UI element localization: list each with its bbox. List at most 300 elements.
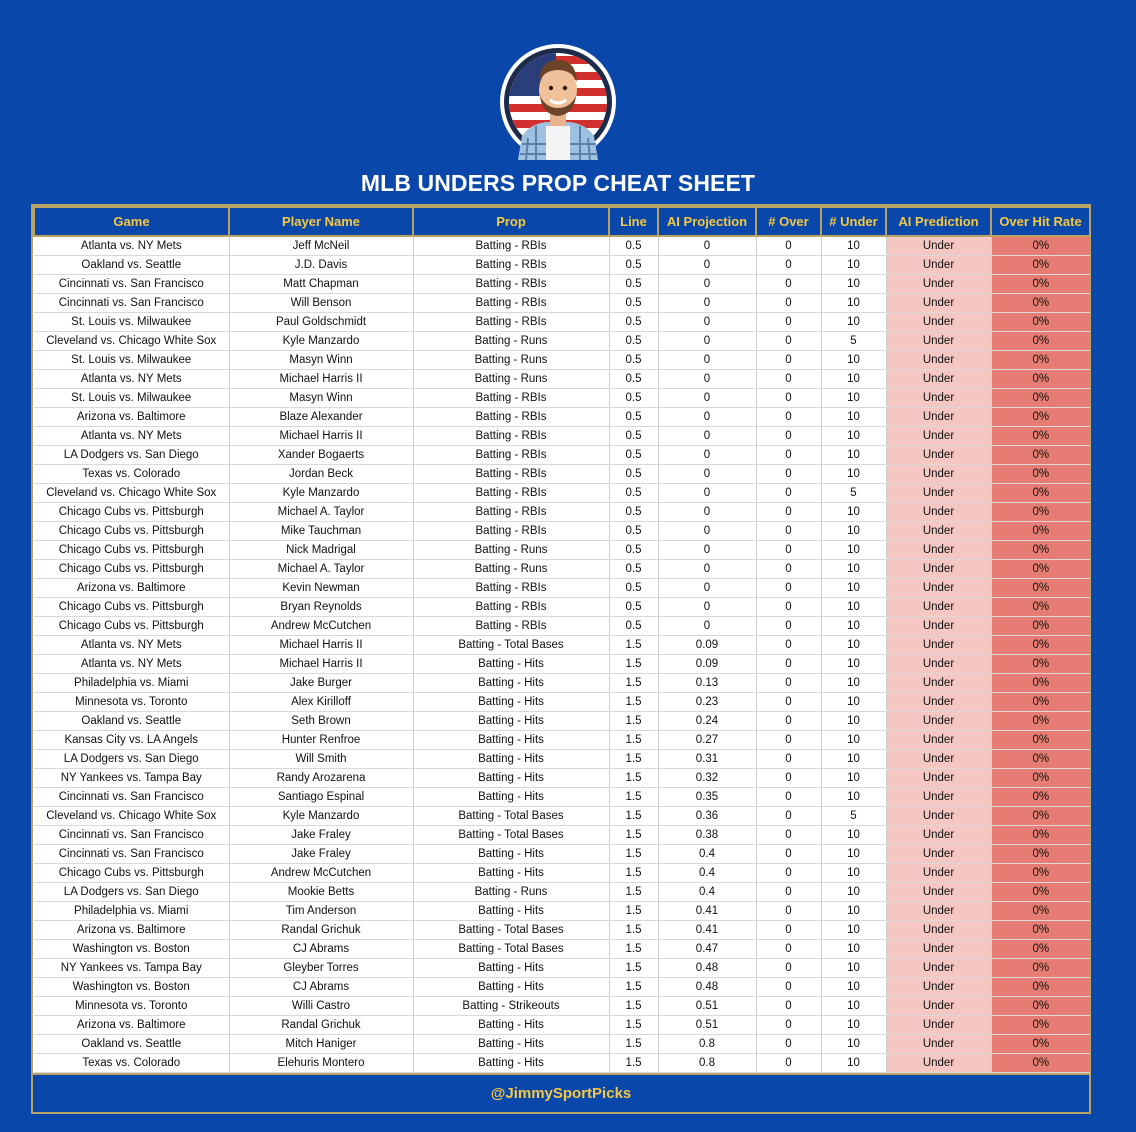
line-cell: 0.5 xyxy=(609,522,658,541)
table-row xyxy=(34,921,1090,940)
under-count-cell: 10 xyxy=(821,370,886,389)
cheat-sheet-table-container xyxy=(31,204,1091,1114)
under-count-cell: 10 xyxy=(821,864,886,883)
column-header-under-count: # Under xyxy=(821,207,886,236)
prop-cell: Batting - Hits xyxy=(413,712,609,731)
prop-cell: Batting - RBIs xyxy=(413,236,609,256)
ai-projection-cell: 0.4 xyxy=(658,883,756,902)
line-cell: 1.5 xyxy=(609,883,658,902)
player-name-cell: Willi Castro xyxy=(229,997,413,1016)
over-hit-rate-cell: 0% xyxy=(991,1054,1090,1073)
line-cell: 0.5 xyxy=(609,275,658,294)
line-cell: 1.5 xyxy=(609,693,658,712)
game-cell: St. Louis vs. Milwaukee xyxy=(34,313,229,332)
table-row xyxy=(34,940,1090,959)
table-row xyxy=(34,332,1090,351)
column-header-over-hit-rate: Over Hit Rate xyxy=(991,207,1090,236)
over-count-cell: 0 xyxy=(756,1016,821,1035)
over-count-cell: 0 xyxy=(756,636,821,655)
over-count-cell: 0 xyxy=(756,978,821,997)
player-name-cell: Kyle Manzardo xyxy=(229,807,413,826)
table-row xyxy=(34,1054,1090,1073)
table-row xyxy=(34,864,1090,883)
over-count-cell: 0 xyxy=(756,427,821,446)
table-row xyxy=(34,351,1090,370)
table-row xyxy=(34,617,1090,636)
game-cell: Atlanta vs. NY Mets xyxy=(34,655,229,674)
over-hit-rate-cell: 0% xyxy=(991,313,1090,332)
prop-cell: Batting - Hits xyxy=(413,959,609,978)
ai-prediction-cell: Under xyxy=(886,541,991,560)
over-hit-rate-cell: 0% xyxy=(991,389,1090,408)
page-title: MLB UNDERS PROP CHEAT SHEET xyxy=(360,170,756,196)
line-cell: 0.5 xyxy=(609,427,658,446)
over-hit-rate-cell: 0% xyxy=(991,598,1090,617)
player-name-cell: Jake Burger xyxy=(229,674,413,693)
under-count-cell: 10 xyxy=(821,541,886,560)
over-count-cell: 0 xyxy=(756,256,821,275)
prop-cell: Batting - Runs xyxy=(413,351,609,370)
line-cell: 1.5 xyxy=(609,807,658,826)
under-count-cell: 10 xyxy=(821,389,886,408)
prop-cell: Batting - Hits xyxy=(413,788,609,807)
ai-projection-cell: 0.47 xyxy=(658,940,756,959)
line-cell: 0.5 xyxy=(609,579,658,598)
game-cell: Arizona vs. Baltimore xyxy=(34,921,229,940)
table-row xyxy=(34,408,1090,427)
prop-cell: Batting - RBIs xyxy=(413,294,609,313)
player-name-cell: Tim Anderson xyxy=(229,902,413,921)
over-hit-rate-cell: 0% xyxy=(991,503,1090,522)
prop-cell: Batting - Runs xyxy=(413,560,609,579)
over-count-cell: 0 xyxy=(756,731,821,750)
over-hit-rate-cell: 0% xyxy=(991,427,1090,446)
game-cell: Arizona vs. Baltimore xyxy=(34,408,229,427)
over-hit-rate-cell: 0% xyxy=(991,864,1090,883)
game-cell: Cincinnati vs. San Francisco xyxy=(34,788,229,807)
prop-cell: Batting - Runs xyxy=(413,332,609,351)
ai-projection-cell: 0.31 xyxy=(658,750,756,769)
under-count-cell: 10 xyxy=(821,522,886,541)
ai-projection-cell: 0 xyxy=(658,370,756,389)
line-cell: 0.5 xyxy=(609,541,658,560)
over-count-cell: 0 xyxy=(756,389,821,408)
ai-prediction-cell: Under xyxy=(886,845,991,864)
ai-prediction-cell: Under xyxy=(886,351,991,370)
under-count-cell: 10 xyxy=(821,446,886,465)
under-count-cell: 10 xyxy=(821,560,886,579)
prop-cell: Batting - RBIs xyxy=(413,484,609,503)
table-row xyxy=(34,389,1090,408)
ai-prediction-cell: Under xyxy=(886,294,991,313)
table-body xyxy=(34,236,1090,1073)
props-table xyxy=(33,206,1091,1073)
player-name-cell: Andrew McCutchen xyxy=(229,864,413,883)
ai-prediction-cell: Under xyxy=(886,750,991,769)
over-hit-rate-cell: 0% xyxy=(991,636,1090,655)
player-name-cell: Paul Goldschmidt xyxy=(229,313,413,332)
game-cell: Oakland vs. Seattle xyxy=(34,712,229,731)
ai-prediction-cell: Under xyxy=(886,465,991,484)
under-count-cell: 10 xyxy=(821,712,886,731)
line-cell: 1.5 xyxy=(609,1054,658,1073)
ai-projection-cell: 0 xyxy=(658,275,756,294)
line-cell: 0.5 xyxy=(609,617,658,636)
ai-projection-cell: 0 xyxy=(658,579,756,598)
cartoon-man-flag-avatar-icon xyxy=(500,44,616,160)
under-count-cell: 10 xyxy=(821,598,886,617)
line-cell: 0.5 xyxy=(609,598,658,617)
player-name-cell: Blaze Alexander xyxy=(229,408,413,427)
over-hit-rate-cell: 0% xyxy=(991,236,1090,256)
under-count-cell: 10 xyxy=(821,1035,886,1054)
ai-projection-cell: 0.8 xyxy=(658,1035,756,1054)
over-count-cell: 0 xyxy=(756,883,821,902)
ai-prediction-cell: Under xyxy=(886,731,991,750)
player-name-cell: Seth Brown xyxy=(229,712,413,731)
over-hit-rate-cell: 0% xyxy=(991,788,1090,807)
ai-prediction-cell: Under xyxy=(886,712,991,731)
player-name-cell: Elehuris Montero xyxy=(229,1054,413,1073)
prop-cell: Batting - Total Bases xyxy=(413,826,609,845)
under-count-cell: 10 xyxy=(821,997,886,1016)
prop-cell: Batting - Runs xyxy=(413,883,609,902)
table-row xyxy=(34,503,1090,522)
under-count-cell: 10 xyxy=(821,826,886,845)
player-name-cell: Nick Madrigal xyxy=(229,541,413,560)
line-cell: 1.5 xyxy=(609,845,658,864)
prop-cell: Batting - Hits xyxy=(413,693,609,712)
under-count-cell: 10 xyxy=(821,788,886,807)
ai-projection-cell: 0 xyxy=(658,465,756,484)
prop-cell: Batting - RBIs xyxy=(413,465,609,484)
over-hit-rate-cell: 0% xyxy=(991,921,1090,940)
ai-prediction-cell: Under xyxy=(886,883,991,902)
table-row xyxy=(34,978,1090,997)
under-count-cell: 10 xyxy=(821,408,886,427)
player-name-cell: Michael Harris II xyxy=(229,636,413,655)
prop-cell: Batting - Hits xyxy=(413,1035,609,1054)
ai-prediction-cell: Under xyxy=(886,693,991,712)
over-hit-rate-cell: 0% xyxy=(991,294,1090,313)
column-header-over-count: # Over xyxy=(756,207,821,236)
ai-prediction-cell: Under xyxy=(886,921,991,940)
ai-prediction-cell: Under xyxy=(886,256,991,275)
under-count-cell: 10 xyxy=(821,959,886,978)
table-row xyxy=(34,655,1090,674)
player-name-cell: Jake Fraley xyxy=(229,845,413,864)
ai-prediction-cell: Under xyxy=(886,236,991,256)
prop-cell: Batting - RBIs xyxy=(413,256,609,275)
over-hit-rate-cell: 0% xyxy=(991,845,1090,864)
table-row xyxy=(34,902,1090,921)
over-hit-rate-cell: 0% xyxy=(991,1016,1090,1035)
line-cell: 0.5 xyxy=(609,465,658,484)
table-row xyxy=(34,370,1090,389)
over-count-cell: 0 xyxy=(756,826,821,845)
game-cell: Philadelphia vs. Miami xyxy=(34,674,229,693)
over-hit-rate-cell: 0% xyxy=(991,275,1090,294)
table-row xyxy=(34,598,1090,617)
over-count-cell: 0 xyxy=(756,408,821,427)
ai-prediction-cell: Under xyxy=(886,522,991,541)
under-count-cell: 10 xyxy=(821,731,886,750)
table-row xyxy=(34,446,1090,465)
line-cell: 1.5 xyxy=(609,959,658,978)
ai-projection-cell: 0 xyxy=(658,560,756,579)
line-cell: 1.5 xyxy=(609,712,658,731)
prop-cell: Batting - Strikeouts xyxy=(413,997,609,1016)
over-hit-rate-cell: 0% xyxy=(991,769,1090,788)
over-hit-rate-cell: 0% xyxy=(991,1035,1090,1054)
game-cell: Washington vs. Boston xyxy=(34,940,229,959)
over-hit-rate-cell: 0% xyxy=(991,807,1090,826)
over-hit-rate-cell: 0% xyxy=(991,750,1090,769)
table-row xyxy=(34,275,1090,294)
over-hit-rate-cell: 0% xyxy=(991,579,1090,598)
prop-cell: Batting - RBIs xyxy=(413,617,609,636)
over-hit-rate-cell: 0% xyxy=(991,370,1090,389)
over-count-cell: 0 xyxy=(756,693,821,712)
ai-prediction-cell: Under xyxy=(886,1016,991,1035)
table-row xyxy=(34,236,1090,256)
game-cell: Washington vs. Boston xyxy=(34,978,229,997)
ai-prediction-cell: Under xyxy=(886,332,991,351)
ai-projection-cell: 0 xyxy=(658,503,756,522)
ai-projection-cell: 0 xyxy=(658,522,756,541)
over-hit-rate-cell: 0% xyxy=(991,560,1090,579)
game-cell: Texas vs. Colorado xyxy=(34,1054,229,1073)
column-header-prop: Prop xyxy=(413,207,609,236)
player-name-cell: J.D. Davis xyxy=(229,256,413,275)
game-cell: Atlanta vs. NY Mets xyxy=(34,427,229,446)
game-cell: Atlanta vs. NY Mets xyxy=(34,236,229,256)
ai-prediction-cell: Under xyxy=(886,997,991,1016)
over-hit-rate-cell: 0% xyxy=(991,693,1090,712)
player-name-cell: Michael Harris II xyxy=(229,370,413,389)
ai-prediction-cell: Under xyxy=(886,636,991,655)
under-count-cell: 10 xyxy=(821,921,886,940)
over-count-cell: 0 xyxy=(756,465,821,484)
under-count-cell: 10 xyxy=(821,351,886,370)
ai-prediction-cell: Under xyxy=(886,389,991,408)
ai-projection-cell: 0 xyxy=(658,408,756,427)
player-name-cell: Kevin Newman xyxy=(229,579,413,598)
ai-prediction-cell: Under xyxy=(886,788,991,807)
table-row xyxy=(34,256,1090,275)
over-hit-rate-cell: 0% xyxy=(991,408,1090,427)
column-header-line: Line xyxy=(609,207,658,236)
over-count-cell: 0 xyxy=(756,560,821,579)
game-cell: Chicago Cubs vs. Pittsburgh xyxy=(34,598,229,617)
player-name-cell: Mike Tauchman xyxy=(229,522,413,541)
prop-cell: Batting - RBIs xyxy=(413,389,609,408)
player-name-cell: Jake Fraley xyxy=(229,826,413,845)
line-cell: 0.5 xyxy=(609,294,658,313)
prop-cell: Batting - Hits xyxy=(413,845,609,864)
player-name-cell: Alex Kirilloff xyxy=(229,693,413,712)
over-hit-rate-cell: 0% xyxy=(991,541,1090,560)
over-hit-rate-cell: 0% xyxy=(991,940,1090,959)
game-cell: Minnesota vs. Toronto xyxy=(34,997,229,1016)
table-row xyxy=(34,294,1090,313)
ai-projection-cell: 0 xyxy=(658,484,756,503)
prop-cell: Batting - Hits xyxy=(413,1054,609,1073)
under-count-cell: 5 xyxy=(821,484,886,503)
over-count-cell: 0 xyxy=(756,446,821,465)
prop-cell: Batting - Total Bases xyxy=(413,636,609,655)
prop-cell: Batting - Total Bases xyxy=(413,921,609,940)
player-name-cell: Michael Harris II xyxy=(229,655,413,674)
table-row xyxy=(34,465,1090,484)
table-row xyxy=(34,769,1090,788)
game-cell: Oakland vs. Seattle xyxy=(34,1035,229,1054)
player-name-cell: Masyn Winn xyxy=(229,351,413,370)
game-cell: Chicago Cubs vs. Pittsburgh xyxy=(34,864,229,883)
ai-projection-cell: 0.8 xyxy=(658,1054,756,1073)
ai-prediction-cell: Under xyxy=(886,503,991,522)
under-count-cell: 10 xyxy=(821,883,886,902)
under-count-cell: 10 xyxy=(821,902,886,921)
line-cell: 0.5 xyxy=(609,351,658,370)
game-cell: NY Yankees vs. Tampa Bay xyxy=(34,769,229,788)
player-name-cell: Kyle Manzardo xyxy=(229,332,413,351)
under-count-cell: 10 xyxy=(821,427,886,446)
over-count-cell: 0 xyxy=(756,864,821,883)
under-count-cell: 10 xyxy=(821,769,886,788)
game-cell: Atlanta vs. NY Mets xyxy=(34,636,229,655)
line-cell: 1.5 xyxy=(609,674,658,693)
line-cell: 1.5 xyxy=(609,826,658,845)
player-name-cell: CJ Abrams xyxy=(229,978,413,997)
footer-handle: @JimmySportPicks xyxy=(33,1073,1089,1112)
prop-cell: Batting - RBIs xyxy=(413,313,609,332)
player-name-cell: Bryan Reynolds xyxy=(229,598,413,617)
table-row xyxy=(34,826,1090,845)
prop-cell: Batting - RBIs xyxy=(413,408,609,427)
over-hit-rate-cell: 0% xyxy=(991,883,1090,902)
table-row xyxy=(34,484,1090,503)
under-count-cell: 10 xyxy=(821,1016,886,1035)
table-row xyxy=(34,807,1090,826)
over-hit-rate-cell: 0% xyxy=(991,978,1090,997)
table-row xyxy=(34,1035,1090,1054)
line-cell: 0.5 xyxy=(609,560,658,579)
ai-prediction-cell: Under xyxy=(886,940,991,959)
table-row xyxy=(34,731,1090,750)
ai-projection-cell: 0.09 xyxy=(658,636,756,655)
game-cell: Cleveland vs. Chicago White Sox xyxy=(34,807,229,826)
ai-projection-cell: 0.38 xyxy=(658,826,756,845)
under-count-cell: 10 xyxy=(821,236,886,256)
table-row xyxy=(34,712,1090,731)
over-count-cell: 0 xyxy=(756,940,821,959)
prop-cell: Batting - Hits xyxy=(413,750,609,769)
ai-prediction-cell: Under xyxy=(886,959,991,978)
ai-projection-cell: 0 xyxy=(658,256,756,275)
line-cell: 0.5 xyxy=(609,332,658,351)
player-name-cell: Jordan Beck xyxy=(229,465,413,484)
ai-projection-cell: 0 xyxy=(658,617,756,636)
line-cell: 0.5 xyxy=(609,389,658,408)
player-name-cell: Hunter Renfroe xyxy=(229,731,413,750)
under-count-cell: 10 xyxy=(821,617,886,636)
player-name-cell: Santiago Espinal xyxy=(229,788,413,807)
ai-projection-cell: 0 xyxy=(658,294,756,313)
table-header-row xyxy=(34,207,1090,236)
line-cell: 1.5 xyxy=(609,655,658,674)
over-count-cell: 0 xyxy=(756,617,821,636)
ai-projection-cell: 0.35 xyxy=(658,788,756,807)
prop-cell: Batting - Runs xyxy=(413,370,609,389)
ai-prediction-cell: Under xyxy=(886,617,991,636)
ai-prediction-cell: Under xyxy=(886,275,991,294)
prop-cell: Batting - Hits xyxy=(413,1016,609,1035)
line-cell: 1.5 xyxy=(609,1016,658,1035)
line-cell: 1.5 xyxy=(609,750,658,769)
ai-prediction-cell: Under xyxy=(886,769,991,788)
under-count-cell: 10 xyxy=(821,655,886,674)
ai-projection-cell: 0 xyxy=(658,446,756,465)
over-count-cell: 0 xyxy=(756,332,821,351)
over-hit-rate-cell: 0% xyxy=(991,997,1090,1016)
over-count-cell: 0 xyxy=(756,579,821,598)
game-cell: Cincinnati vs. San Francisco xyxy=(34,845,229,864)
table-row xyxy=(34,579,1090,598)
ai-prediction-cell: Under xyxy=(886,579,991,598)
ai-projection-cell: 0.48 xyxy=(658,959,756,978)
under-count-cell: 10 xyxy=(821,503,886,522)
player-name-cell: Matt Chapman xyxy=(229,275,413,294)
game-cell: Cincinnati vs. San Francisco xyxy=(34,826,229,845)
game-cell: St. Louis vs. Milwaukee xyxy=(34,351,229,370)
game-cell: St. Louis vs. Milwaukee xyxy=(34,389,229,408)
player-name-cell: Will Smith xyxy=(229,750,413,769)
ai-projection-cell: 0.13 xyxy=(658,674,756,693)
under-count-cell: 10 xyxy=(821,275,886,294)
table-row xyxy=(34,522,1090,541)
game-cell: Minnesota vs. Toronto xyxy=(34,693,229,712)
column-header-game: Game xyxy=(34,207,229,236)
under-count-cell: 10 xyxy=(821,978,886,997)
player-name-cell: Mitch Haniger xyxy=(229,1035,413,1054)
ai-prediction-cell: Under xyxy=(886,864,991,883)
over-count-cell: 0 xyxy=(756,1035,821,1054)
ai-prediction-cell: Under xyxy=(886,902,991,921)
over-count-cell: 0 xyxy=(756,959,821,978)
over-count-cell: 0 xyxy=(756,503,821,522)
ai-projection-cell: 0 xyxy=(658,236,756,256)
over-hit-rate-cell: 0% xyxy=(991,959,1090,978)
column-header-ai-prediction: AI Prediction xyxy=(886,207,991,236)
column-header-player-name: Player Name xyxy=(229,207,413,236)
prop-cell: Batting - RBIs xyxy=(413,446,609,465)
over-count-cell: 0 xyxy=(756,313,821,332)
under-count-cell: 10 xyxy=(821,256,886,275)
table-row xyxy=(34,636,1090,655)
ai-projection-cell: 0.51 xyxy=(658,1016,756,1035)
column-header-ai-projection: AI Projection xyxy=(658,207,756,236)
over-hit-rate-cell: 0% xyxy=(991,332,1090,351)
under-count-cell: 10 xyxy=(821,674,886,693)
over-hit-rate-cell: 0% xyxy=(991,484,1090,503)
game-cell: Cleveland vs. Chicago White Sox xyxy=(34,484,229,503)
player-name-cell: Xander Bogaerts xyxy=(229,446,413,465)
line-cell: 1.5 xyxy=(609,978,658,997)
ai-prediction-cell: Under xyxy=(886,1035,991,1054)
over-count-cell: 0 xyxy=(756,769,821,788)
line-cell: 1.5 xyxy=(609,731,658,750)
